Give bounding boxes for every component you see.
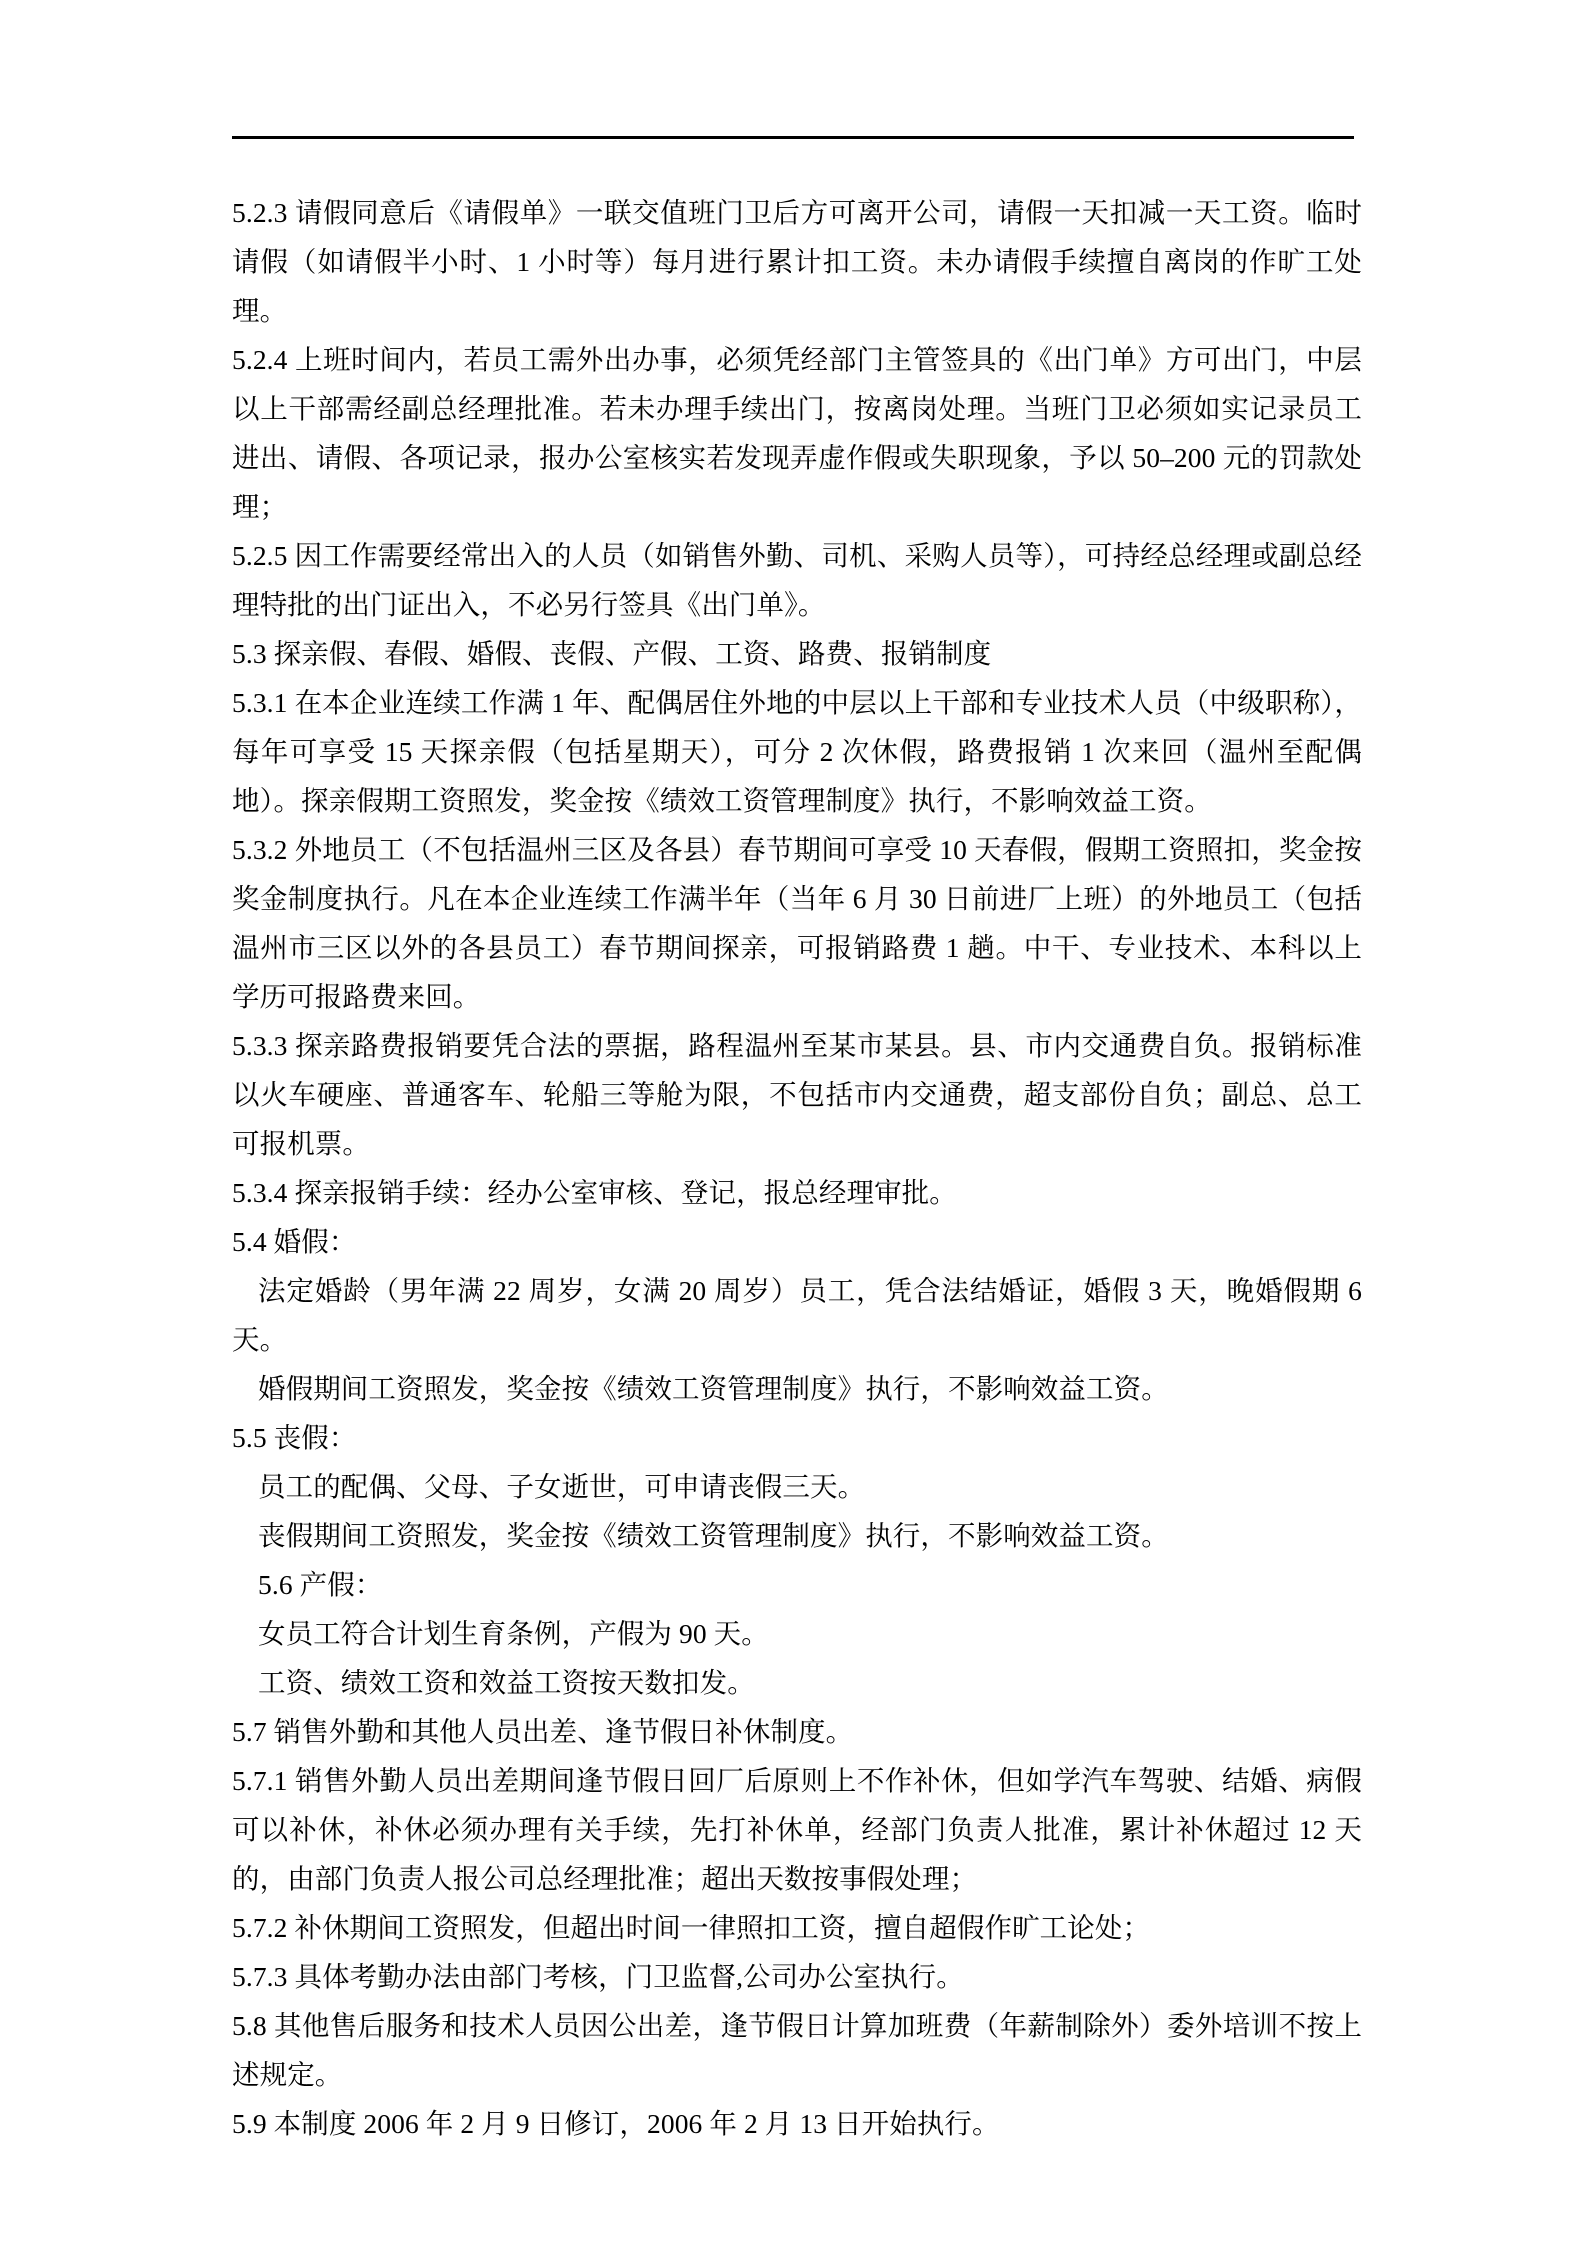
paragraph-5-7: 5.7 销售外勤和其他人员出差、逢节假日补休制度。 — [232, 1716, 854, 1747]
paragraph-5-6-maternity-leave-days: 女员工符合计划生育条例，产假为 90 天。 — [258, 1618, 769, 1649]
paragraph-5-8: 5.8 其他售后服务和技术人员因公出差，逢节假日计算加班费（年薪制除外）委外培训不按上述规定。 — [232, 2010, 1362, 2090]
paragraph-5-3-1: 5.3.1 在本企业连续工作满 1 年、配偶居住外地的中层以上干部和专业技术人员（中级职称），每年可享受 15 天探亲假（包括星期天），可分 2 次休假，路费报销 1 次来回（温州至配偶地）。探亲假期工资照发，奖金按《绩效工资管理制度》执行，不影响效益工资。 — [232, 687, 1362, 816]
paragraph-5-4-marriage-leave-wage: 婚假期间工资照发，奖金按《绩效工资管理制度》执行，不影响效益工资。 — [258, 1373, 1169, 1404]
document-body — [232, 188, 1362, 2148]
paragraph-5-5-funeral-leave-wage: 丧假期间工资照发，奖金按《绩效工资管理制度》执行，不影响效益工资。 — [258, 1520, 1169, 1551]
paragraph-5-6-maternity-leave-wage: 工资、绩效工资和效益工资按天数扣发。 — [258, 1667, 755, 1698]
paragraph-5-3-3: 5.3.3 探亲路费报销要凭合法的票据，路程温州至某市某县。县、市内交通费自负。报销标准以火车硬座、普通客车、轮船三等舱为限，不包括市内交通费，超支部份自负；副总、总工可报机票。 — [232, 1030, 1362, 1159]
paragraph-5-7-3: 5.7.3 具体考勤办法由部门考核，门卫监督,公司办公室执行。 — [232, 1961, 964, 1992]
paragraph-5-3: 5.3 探亲假、春假、婚假、丧假、产假、工资、路费、报销制度 — [232, 638, 992, 669]
paragraph-5-3-2: 5.3.2 外地员工（不包括温州三区及各县）春节期间可享受 10 天春假，假期工资照扣，奖金按奖金制度执行。凡在本企业连续工作满半年（当年 6 月 30 日前进厂上班）的外地员工（包括温州市三区以外的各县员工）春节期间探亲，可报销路费 1 趟。中干、专业技术、本科以上学历可报路费来回。 — [232, 834, 1362, 1012]
paragraph-5-5: 5.5 丧假： — [232, 1422, 357, 1453]
paragraph-5-7-1: 5.7.1 销售外勤人员出差期间逢节假日回厂后原则上不作补休，但如学汽车驾驶、结婚、病假可以补休，补休必须办理有关手续，先打补休单，经部门负责人批准，累计补休超过 12 天的，由部门负责人报公司总经理批准；超出天数按事假处理； — [232, 1765, 1362, 1894]
paragraph-5-2-4: 5.2.4 上班时间内，若员工需外出办事，必须凭经部门主管签具的《出门单》方可出门，中层以上干部需经副总经理批准。若未办理手续出门，按离岗处理。当班门卫必须如实记录员工进出、请假、各项记录，报办公室核实若发现弄虚作假或失职现象，予以 50–200 元的罚款处理； — [232, 344, 1362, 522]
paragraph-5-4-marriage-leave-days: 法定婚龄（男年满 22 周岁，女满 20 周岁）员工，凭合法结婚证，婚假 3 天，晚婚假期 6 天。 — [232, 1275, 1362, 1355]
paragraph-5-7-2: 5.7.2 补休期间工资照发，但超出时间一律照扣工资，擅自超假作旷工论处； — [232, 1912, 1151, 1943]
paragraph-5-4: 5.4 婚假： — [232, 1226, 357, 1257]
paragraph-5-5-funeral-leave-days: 员工的配偶、父母、子女逝世，可申请丧假三天。 — [258, 1471, 866, 1502]
paragraph-5-2-5: 5.2.5 因工作需要经常出入的人员（如销售外勤、司机、采购人员等），可持经总经理或副总经理特批的出门证出入，不必另行签具《出门单》。 — [232, 540, 1362, 620]
paragraph-5-3-4: 5.3.4 探亲报销手续：经办公室审核、登记，报总经理审批。 — [232, 1177, 957, 1208]
header-divider — [232, 136, 1354, 139]
paragraph-5-6: 5.6 产假： — [258, 1569, 383, 1600]
paragraph-5-9: 5.9 本制度 2006 年 2 月 9 日修订，2006 年 2 月 13 日开始执行。 — [232, 2108, 1000, 2139]
paragraph-5-2-3: 5.2.3 请假同意后《请假单》一联交值班门卫后方可离开公司，请假一天扣减一天工资。临时请假（如请假半小时、1 小时等）每月进行累计扣工资。未办请假手续擅自离岗的作旷工处理。 — [232, 197, 1362, 326]
